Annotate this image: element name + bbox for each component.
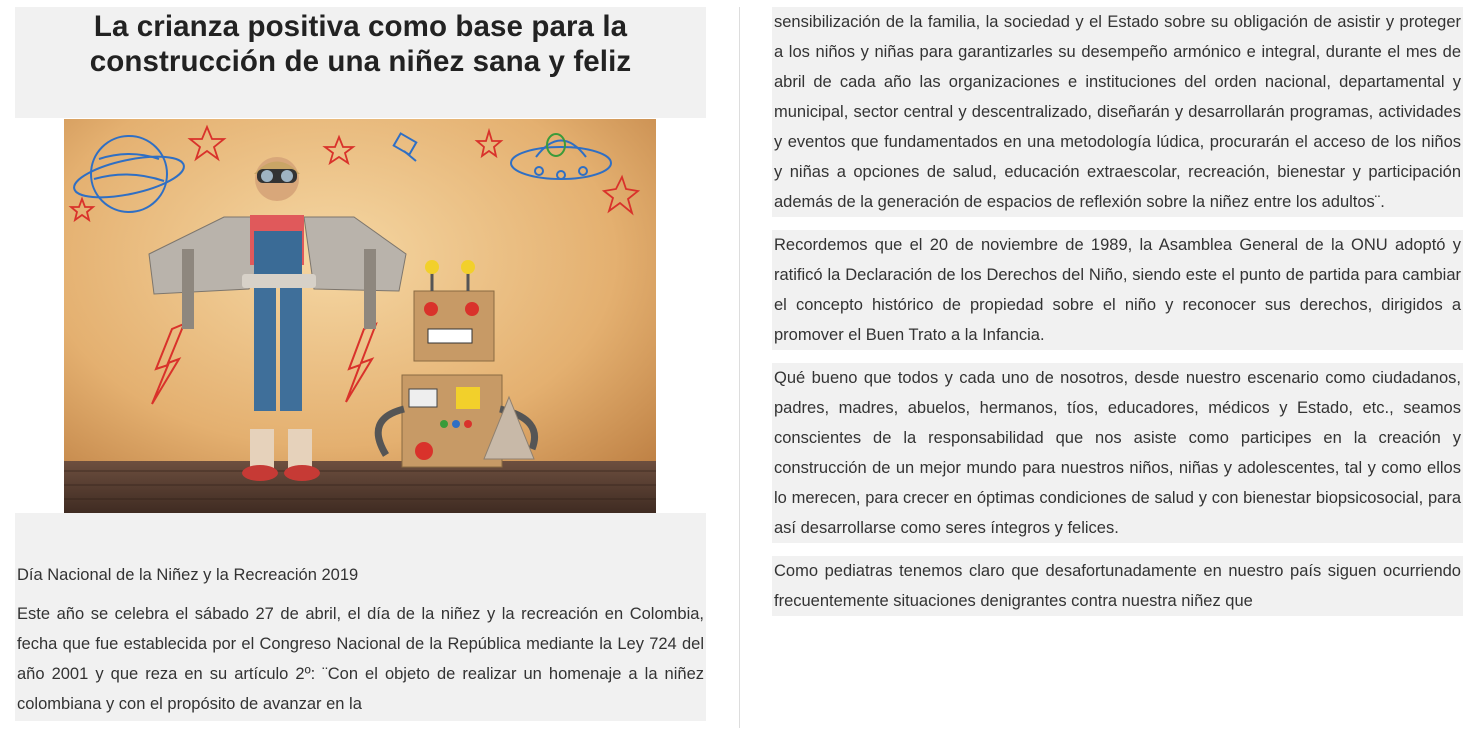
left-text-box <box>15 513 706 721</box>
left-column <box>15 7 706 721</box>
article-title-line-1: La crianza positiva como base para la <box>93 10 628 43</box>
continuation-paragraph: sensibilización de la familia, la sociedad y el Estado sobre su obligación de asistir y proteger a los niños y niñas para garantizarles su desempeño armónico e integral, durante el mes de abril de cada año las organizaciones e instituciones del orden nacional, departamental y municipal, sector central y descentralizado, diseñarán y desarrollarán programas, actividades y eventos que fundamentados en una metodología lúdica, procurarán el acceso de los niños y niñas a opciones de salud, educación extraescolar, recreación, bienestar y participación además de la generación de espacios de reflexión sobre la niñez entre los adultos¨. <box>772 7 1463 217</box>
column-divider <box>739 7 740 728</box>
title-header <box>15 7 706 118</box>
article-title <box>15 9 706 79</box>
article-title-line-2: construcción de una niñez sana y feliz <box>89 45 632 78</box>
event-subtitle: Día Nacional de la Niñez y la Recreación 2019 <box>17 566 359 584</box>
right-column <box>772 7 1463 616</box>
paragraph-responsibility: Qué bueno que todos y cada uno de nosotros, desde nuestro escenario como ciudadanos, padres, madres, abuelos, hermanos, tíos, educadores, médicos y Estado, etc., seamos conscientes de la responsabilidad que nos asiste como participes en la creación y construcción de un mejor mundo para nuestros niños, niñas y adolescentes, tal y como ellos lo merecen, para crecer en óptimas condiciones de salud y con bienestar biopsicosocial, para así desarrollarse como seres íntegros y felices. <box>772 363 1463 543</box>
intro-paragraph: Este año se celebra el sábado 27 de abril, el día de la niñez y la recreación en Colombia, fecha que fue establecida por el Congreso Nacional de la República mediante la Ley 724 del año 2001 y que reza en su artículo 2º: ¨Con el objeto de realizar un homenaje a la niñez colombiana y con el propósito de avanzar en la <box>17 605 704 713</box>
hero-image-container <box>15 118 706 513</box>
paragraph-pediatricians: Como pediatras tenemos claro que desafortunadamente en nuestro país siguen ocurriendo frecuentemente situaciones denigrantes contra nuestra niñez que <box>772 556 1463 616</box>
child-robot-photo-icon <box>64 119 656 513</box>
paragraph-onu: Recordemos que el 20 de noviembre de 1989, la Asamblea General de la ONU adoptó y ratificó la Declaración de los Derechos del Niño, siendo este el punto de partida para cambiar el concepto histórico de propiedad sobre el niño y reconocer sus derechos, dirigidos a promover el Buen Trato a la Infancia. <box>772 230 1463 350</box>
